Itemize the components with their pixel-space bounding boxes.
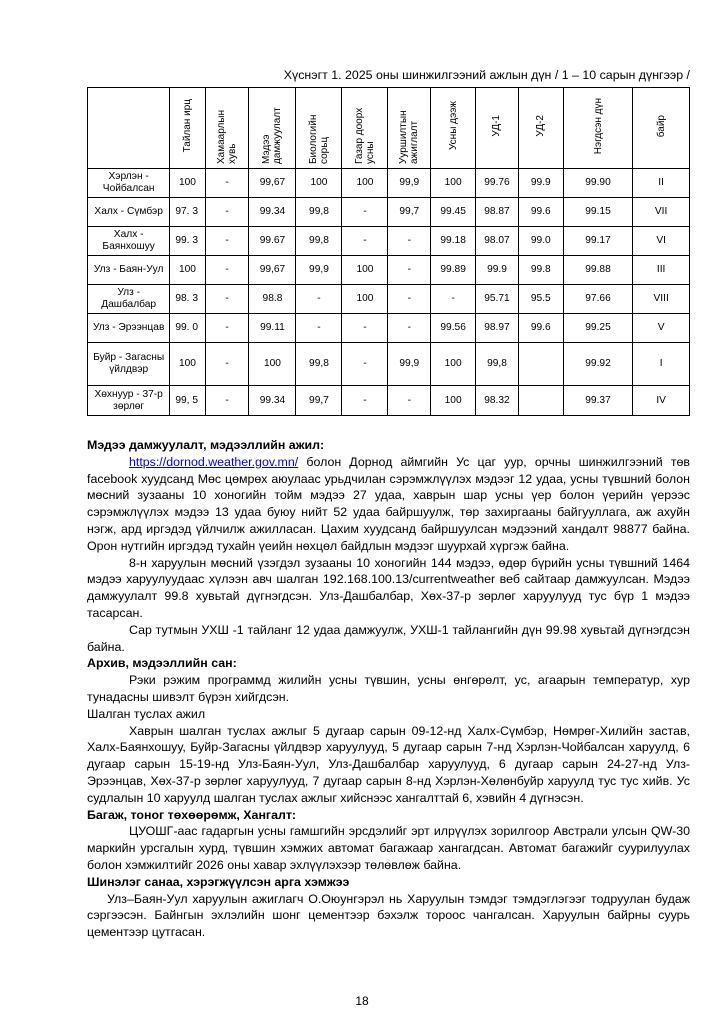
table-cell: - bbox=[342, 198, 388, 227]
paragraph: 8-н харуулын мөсний үзэгдэл зузааны 10 хоногийн 144 мэдээ, өдөр бүрийн усны түвшний 1464 мэдээ харуулуудаас хүлээн авч шалган 192.168.100.13/currentweather веб сайтаар дамжуулсан. Мэдээ дамжуулалт 99.8 хувьтай дүгнэгдсэн. Улз-Дашбалбар, Хөх-37-р зөрлөг харуулууд тус бүр 1 мэдээ тасарсан. bbox=[87, 555, 690, 620]
table-cell: 99.11 bbox=[249, 314, 296, 343]
table-cell: 100 bbox=[431, 169, 476, 198]
table-cell: 99.37 bbox=[563, 386, 633, 416]
table-cell: 99.8 bbox=[518, 256, 563, 285]
table-cell: 100 bbox=[249, 343, 296, 386]
table-cell: 97.66 bbox=[563, 285, 633, 314]
table-cell: - bbox=[431, 285, 476, 314]
table-cell: - bbox=[205, 386, 249, 416]
table-cell: 99, 5 bbox=[170, 386, 205, 416]
table-cell: - bbox=[205, 343, 249, 386]
table-cell: 99,9 bbox=[296, 256, 342, 285]
table-cell: 95.5 bbox=[518, 285, 563, 314]
table-row bbox=[88, 314, 690, 343]
table-cell: VIII bbox=[633, 285, 690, 314]
column-header: УД-1 bbox=[476, 88, 519, 169]
station-name: Улз - Дашбалбар bbox=[88, 285, 170, 314]
table-cell: 100 bbox=[170, 169, 205, 198]
table-cell: 100 bbox=[342, 285, 388, 314]
station-name: Хэрлэн - Чойбалсан bbox=[88, 169, 170, 198]
table-cell bbox=[518, 343, 563, 386]
table-cell: 99.56 bbox=[431, 314, 476, 343]
paragraph: Сар тутмын УХШ -1 тайланг 12 удаа дамжуулж, УХШ-1 тайлангийн дүн 99.98 хувьтай дүгнэгдсэн байна. bbox=[87, 622, 690, 654]
paragraph: Улз–Баян-Уул харуулын ажиглагч О.Оюунгэрэл нь Харуулын тэмдэг тэмдэглэгээг тодруулан будаж сэргээсэн. Байнгын эхлэлийн шонг цементээр бэхэлж тороос чангалсан. Харуулын байрны суурь цементээр цутгасан. bbox=[87, 891, 690, 940]
table-cell: - bbox=[388, 227, 431, 256]
paragraph: Хаврын шалган туслах ажлыг 5 дугаар сарын 09-12-нд Халх-Сүмбэр, Нөмрөг-Хилийн застав, Халх-Баянхошуу, Буйр-Загасны үйлдвэр харуулууд, 5 дугаар сарын 7-нд Хэрлэн-Чойбалсан харуулд, 6 дугаар сарын 15-19-нд Улз-Баян-Уул, Улз-Дашбалбар харуулууд, 6 дугаар сарын 24-27-нд Улз-Эрээнцав, Хөх-37-р зөрлөг харуулууд, 7 дугаар сарын 8-нд Хэрлэн-Хөлөнбуйр харуулд тус тус хийв. Ус судлалын 10 харуулд шалган туслах ажлыг хийснээс хангалттай 6, хэвийн 4 дүгнэсэн. bbox=[87, 723, 690, 805]
table-cell: 99.90 bbox=[563, 169, 633, 198]
table-cell: 99. 0 bbox=[170, 314, 205, 343]
table-cell: - bbox=[296, 314, 342, 343]
table-cell: 99.25 bbox=[563, 314, 633, 343]
table-cell: - bbox=[205, 169, 249, 198]
table-cell: 99.6 bbox=[518, 198, 563, 227]
section-heading: Шалган туслах ажил bbox=[87, 706, 206, 721]
table-cell: - bbox=[388, 314, 431, 343]
station-name: Улз - Баян-Уул bbox=[88, 256, 170, 285]
table-cell: 99,8 bbox=[296, 198, 342, 227]
table-row bbox=[88, 256, 690, 285]
table-cell: 99.17 bbox=[563, 227, 633, 256]
table-cell: - bbox=[296, 285, 342, 314]
table-cell: 100 bbox=[431, 386, 476, 416]
table-cell: IV bbox=[633, 386, 690, 416]
table-cell: 99,67 bbox=[249, 256, 296, 285]
table-cell: 99.6 bbox=[518, 314, 563, 343]
table-row bbox=[88, 343, 690, 386]
table-cell: 99,9 bbox=[388, 343, 431, 386]
table-cell: 99.88 bbox=[563, 256, 633, 285]
table-cell: 98.8 bbox=[249, 285, 296, 314]
table-cell: 99.76 bbox=[476, 169, 519, 198]
table-cell: 95.71 bbox=[476, 285, 519, 314]
table-cell: 99.67 bbox=[249, 227, 296, 256]
table-cell: 100 bbox=[431, 343, 476, 386]
station-name: Буйр - Загасны үйлдвэр bbox=[88, 343, 170, 386]
column-header: Мэдээ дамжуулалт bbox=[249, 88, 296, 169]
table-row bbox=[88, 285, 690, 314]
paragraph bbox=[87, 454, 690, 555]
table-cell: V bbox=[633, 314, 690, 343]
column-header: Ууршилтын ажиглалт bbox=[388, 88, 431, 169]
section-heading: Багаж, тоног төхөөрөмж, Хангалт: bbox=[87, 807, 297, 822]
column-header: Газар доорх усны bbox=[342, 88, 388, 169]
table-cell: 99.15 bbox=[563, 198, 633, 227]
column-header: Усны дээж bbox=[431, 88, 476, 169]
column-header: Нэгдсэн дүн bbox=[563, 88, 633, 169]
column-header: Тайлан ирц bbox=[170, 88, 205, 169]
table-cell: 98.32 bbox=[476, 386, 519, 416]
table-cell: I bbox=[633, 343, 690, 386]
table-row bbox=[88, 198, 690, 227]
table-cell: 99.45 bbox=[431, 198, 476, 227]
weather-site-link[interactable]: https://dornod.weather.gov.mn/ bbox=[129, 454, 299, 469]
table-cell: - bbox=[205, 285, 249, 314]
table-cell: - bbox=[388, 285, 431, 314]
paragraph: Рэки рэжим программд жилийн усны түвшин, усны өнгөрөлт, ус, агаарын температур, хур тунадасны шивэлт бүрэн хийгдсэн. bbox=[87, 673, 690, 704]
table-cell: 99.9 bbox=[518, 169, 563, 198]
table-cell: - bbox=[342, 343, 388, 386]
table-cell: 98. 3 bbox=[170, 285, 205, 314]
report-body bbox=[87, 437, 690, 941]
station-name: Халх - Баянхошуу bbox=[88, 227, 170, 256]
table-cell: 99.0 bbox=[518, 227, 563, 256]
table-cell: 99.89 bbox=[431, 256, 476, 285]
table-cell: - bbox=[342, 227, 388, 256]
table-row bbox=[88, 386, 690, 416]
table-cell: 99,8 bbox=[296, 227, 342, 256]
table-cell: VII bbox=[633, 198, 690, 227]
table-cell: 99. 3 bbox=[170, 227, 205, 256]
table-header-row bbox=[88, 88, 690, 169]
table-cell: 99,9 bbox=[388, 169, 431, 198]
paragraph-text: болон Дорнод аймгийн Ус цаг уур, орчны шинжилгээний төв facebook хуудсанд Мөс цөмрөх аюулаас урьдчилан сэрэмжлүүлэх мэдээг 12 удаа, усны түвшний болон мөсний зузааны 10 хоногийн тойм мэдээ 27 удаа, хаврын шар усны үер болон үерийн үерээс сэрэмжлүүлэх мэдээ 13 удаа буюу нийт 52 удаа байршуулж, төр захиргааны байгууллага, аж ахуйн нэгж, ард иргэдэд үйлчилж ажилласан. Цахим хуудсанд байршуулсан мэдээний хандалт 98877 байна. Орон нутгийн иргэдэд тухайн үеийн нөхцөл байдлын мэдээг шуурхай хүргэж байна. bbox=[87, 454, 690, 553]
station-name: Хөхнуур - 37-р зөрлөг bbox=[88, 386, 170, 416]
table-cell: II bbox=[633, 169, 690, 198]
table-cell: 100 bbox=[342, 169, 388, 198]
table-cell: 98.87 bbox=[476, 198, 519, 227]
table-cell: 99.18 bbox=[431, 227, 476, 256]
table-cell: - bbox=[205, 227, 249, 256]
table-cell: 99,8 bbox=[476, 343, 519, 386]
table-cell: 99.9 bbox=[476, 256, 519, 285]
table-cell bbox=[518, 386, 563, 416]
table-cell: 98.07 bbox=[476, 227, 519, 256]
table-cell: - bbox=[205, 256, 249, 285]
table-cell: 99,7 bbox=[388, 198, 431, 227]
table-cell: 99.34 bbox=[249, 198, 296, 227]
paragraph: ЦУОШГ-аас гадаргын усны гамшгийн эрсдэлийг эрт илрүүлэх зорилгоор Австрали улсын QW-30 маркийн урсгалын хурд, түвшин хэмжих автомат багажаар хангагдсан. Автомат багажийг суурилуулах болон хэмжилтийг 2026 оны хавар эхлүүлэхээр төлөвлөж байна. bbox=[87, 824, 690, 872]
section-heading: Шинэлэг санаа, хэрэгжүүлсэн арга хэмжээ bbox=[87, 874, 350, 889]
table-cell: VI bbox=[633, 227, 690, 256]
section-heading: Мэдээ дамжуулалт, мэдээллийн ажил: bbox=[87, 438, 325, 452]
column-header: Биологийн сорьц bbox=[296, 88, 342, 169]
table-cell: 99,7 bbox=[296, 386, 342, 416]
table-cell: 100 bbox=[342, 256, 388, 285]
header-corner bbox=[88, 88, 170, 169]
table-cell: 100 bbox=[170, 343, 205, 386]
table-cell: 100 bbox=[170, 256, 205, 285]
table-row bbox=[88, 169, 690, 198]
table-cell: 99.34 bbox=[249, 386, 296, 416]
table-cell: - bbox=[205, 198, 249, 227]
column-header: УД-2 bbox=[518, 88, 563, 169]
section-heading: Архив, мэдээллийн сан: bbox=[87, 656, 237, 671]
table-cell: - bbox=[342, 386, 388, 416]
table-cell: 99,67 bbox=[249, 169, 296, 198]
column-header: байр bbox=[633, 88, 690, 169]
station-name: Улз - Эрээнцав bbox=[88, 314, 170, 343]
page-number: 18 bbox=[355, 994, 369, 1008]
table-cell: 98.97 bbox=[476, 314, 519, 343]
table-cell: - bbox=[388, 256, 431, 285]
column-header: Хамаарлын хувь bbox=[205, 88, 249, 169]
station-name: Халх - Сүмбэр bbox=[88, 198, 170, 227]
table-cell: - bbox=[205, 314, 249, 343]
table-cell: - bbox=[388, 386, 431, 416]
table-cell: 99,8 bbox=[296, 343, 342, 386]
table-row bbox=[88, 227, 690, 256]
table-cell: - bbox=[342, 314, 388, 343]
table-cell: 97. 3 bbox=[170, 198, 205, 227]
table-cell: 99.92 bbox=[563, 343, 633, 386]
table-cell: 100 bbox=[296, 169, 342, 198]
results-table bbox=[87, 87, 690, 416]
table-cell: III bbox=[633, 256, 690, 285]
table-caption: Хүснэгт 1. 2025 оны шинжилгээний ажлын дүн / 1 – 10 сарын дүнгээр / bbox=[283, 68, 690, 82]
